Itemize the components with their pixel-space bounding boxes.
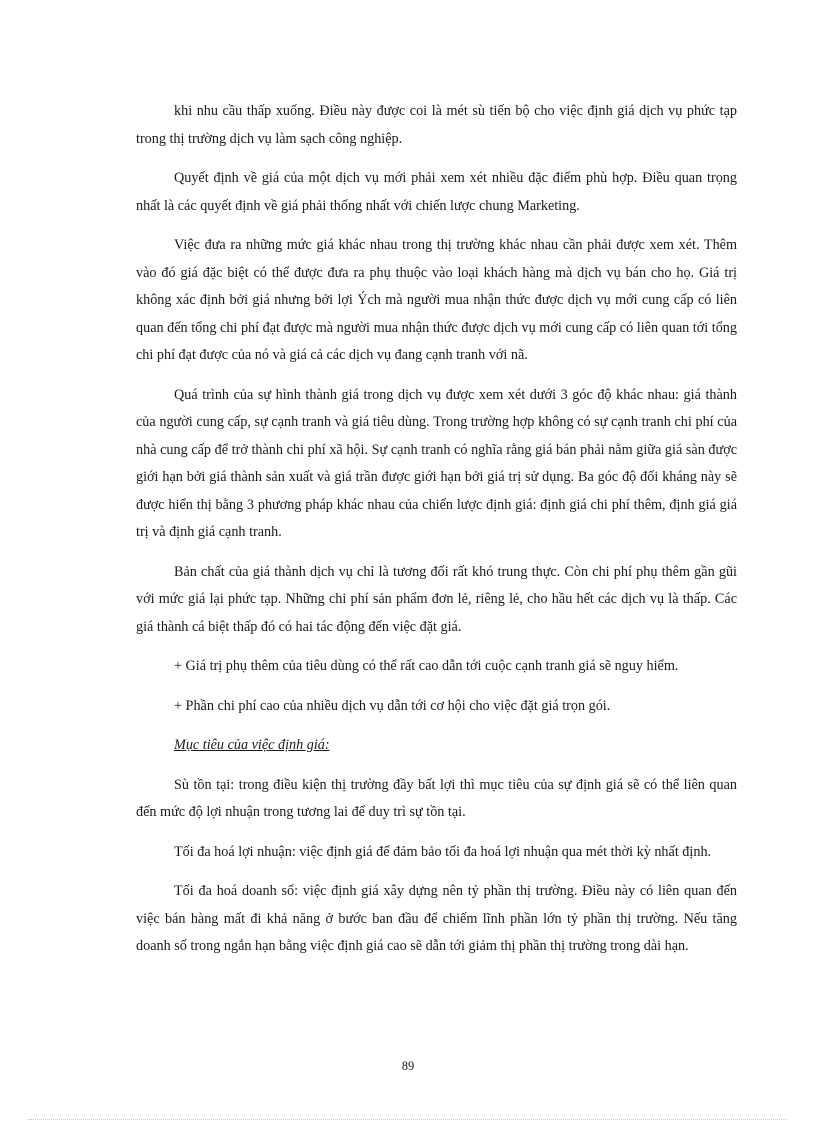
paragraph: Sù tồn tại: trong điều kiện thị trường đầy bất lợi thì mục tiêu của sự định giá sẽ có thể liên quan đến mức độ lợi nhuận trong tương lai để duy trì sự tồn tại. [136, 776, 737, 820]
paragraph: Tối đa hoá doanh số: việc định giá xây dựng nên tỷ phần thị trường. Điều này có liên quan đến việc bán hàng mất đi khả năng ở bước ban đầu để chiếm lĩnh phần lớn tỷ phần thị trường. Nếu tăng doanh số trong ngắn hạn bằng việc định giá cao sẽ dẫn tới giảm thị phần thị trường trong dài hạn. [136, 883, 737, 954]
paragraph: Quá trình của sự hình thành giá trong dịch vụ được xem xét dưới 3 góc độ khác nhau: giá thành của người cung cấp, sự cạnh tranh và giá tiêu dùng. Trong trường hợp không có sự cạnh tranh chi phí của nhà cung cấp để trở thành chi phí xã hội. Sự cạnh tranh có nghĩa rằng giá bán phải nằm giữa giá sàn được giới hạn bởi giá thành sản xuất và giá trần được giới hạn bởi giá trị sử dụng. Ba góc độ đối kháng này sẽ được hiển thị bằng 3 phương pháp khác nhau của chiến lược định giá: định giá chi phí thêm, định giá giá trị và định giá cạnh tranh. [136, 386, 737, 540]
paragraph: Bản chất của giá thành dịch vụ chỉ là tương đối rất khó trung thực. Còn chi phí phụ thêm gần gũi với mức giá lại phức tạp. Những chi phí sản phẩm đơn lẻ, riêng lẻ, cho hầu hết các dịch vụ là thấp. Các giá thành cá biệt thấp đó có hai tác động đến việc đặt giá. [136, 563, 737, 635]
section-heading: Mục tiêu của việc định giá: [174, 737, 330, 753]
paragraph: Quyết định về giá của một dịch vụ mới phải xem xét nhiều đặc điểm phù hợp. Điều quan trọng nhất là các quyết định về giá phải thống nhất với chiến lược chung Marketing. [136, 170, 737, 214]
bullet-item: + Giá trị phụ thêm của tiêu dùng có thể rất cao dẫn tới cuộc cạnh tranh giá sẽ nguy hiểm. [174, 658, 679, 674]
paragraph: Tối đa hoá lợi nhuận: việc định giá để đảm bảo tối đa hoá lợi nhuận qua mét thời kỳ nhất định. [174, 843, 712, 860]
paragraph: khi nhu cầu thấp xuống. Điều này được coi là mét sù tiến bộ cho việc định giá dịch vụ phức tạp trong thị trường dịch vụ làm sạch công nghiệp. [136, 103, 737, 147]
page-number: 89 [401, 1059, 415, 1073]
paragraph: Việc đưa ra những mức giá khác nhau trong thị trường khác nhau cần phải được xem xét. Thêm vào đó giá đặc biệt có thể được đưa ra phụ thuộc vào loại khách hàng mà dịch vụ bán cho họ. Giá trị không xác định bởi giá nhưng bởi lợi Ých mà người mua nhận thức được dịch vụ mới cung cấp có liên quan đến tổng chi phí đạt được mà người mua nhận thức được dịch vụ mới cung cấp có liên quan tới tổng chi phí đạt được của nó và giá cả các dịch vụ đang cạnh tranh với nã. [136, 237, 737, 363]
document-body [136, 98, 737, 973]
footer-divider [28, 1119, 788, 1120]
bullet-item: + Phần chi phí cao của nhiều dịch vụ dẫn tới cơ hội cho việc đặt giá trọn gói. [174, 697, 611, 714]
